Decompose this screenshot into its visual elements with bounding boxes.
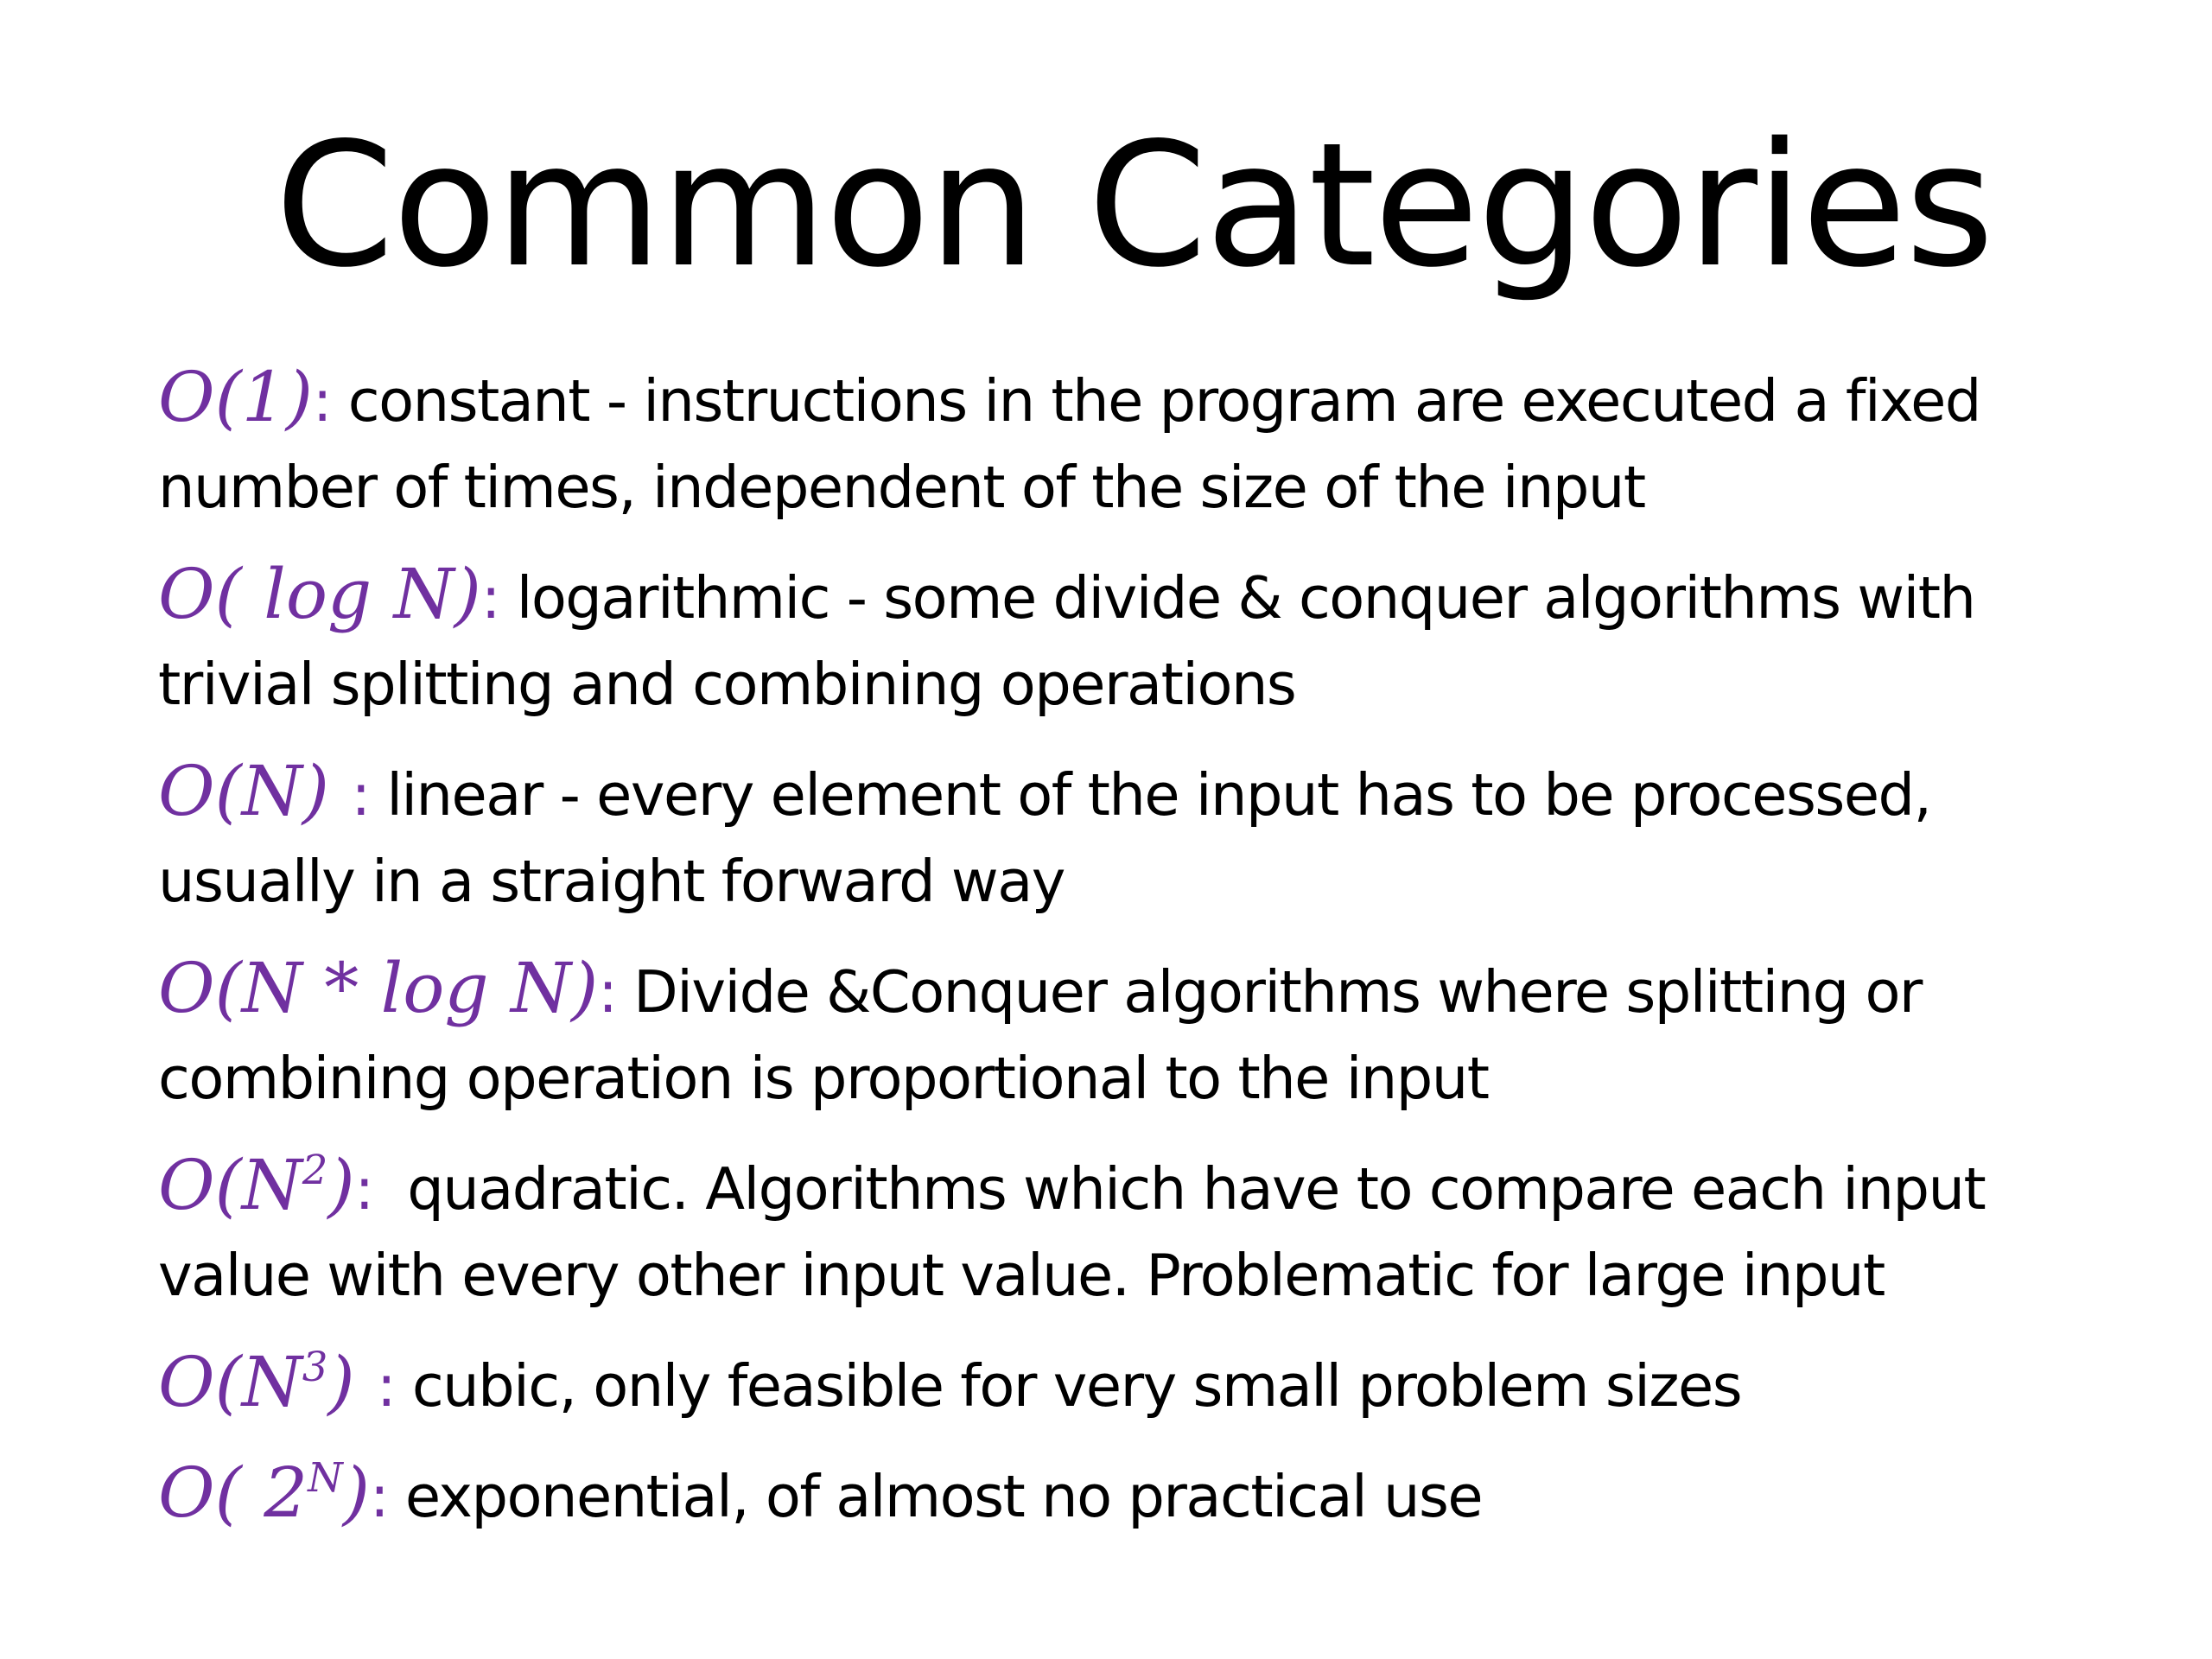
complexity-description: cubic, only feasible for very small problem sizes	[395, 1352, 1742, 1420]
term-base: O( 2	[158, 1452, 308, 1533]
term-separator: :	[598, 958, 617, 1026]
complexity-term: O( log N)	[158, 554, 481, 634]
term-separator: :	[480, 564, 499, 632]
term-base: O(N	[158, 1342, 302, 1422]
list-item-linearithmic	[158, 945, 2085, 1122]
complexity-term	[158, 1342, 377, 1422]
complexity-description: constant - instructions in the program are executed a fixed number of times, independent of the size of the input	[158, 367, 1980, 521]
complexity-description: quadratic. Algorithms which have to compare each input value with every other input value. Problematic for large input	[158, 1155, 2003, 1309]
complexity-list	[158, 354, 2085, 1560]
term-close: )	[327, 1342, 377, 1422]
list-item-quadratic	[158, 1142, 2085, 1319]
list-item-constant	[158, 354, 2085, 531]
complexity-term: O(N * log N)	[158, 948, 599, 1028]
list-item-exponential	[158, 1450, 2085, 1540]
term-separator: :	[312, 367, 331, 435]
list-item-logarithmic	[158, 551, 2085, 728]
term-separator: :	[369, 1463, 389, 1530]
slide-title: Common Categories	[275, 105, 1993, 305]
complexity-description: exponential, of almost no practical use	[388, 1463, 1483, 1530]
term-exponent: 3	[302, 1344, 328, 1391]
term-close: )	[342, 1452, 370, 1533]
complexity-term: O(N)	[158, 751, 352, 831]
term-exponent: N	[308, 1454, 343, 1502]
complexity-term	[158, 1145, 355, 1225]
term-separator: :	[351, 761, 370, 829]
term-base: O(N	[158, 1145, 302, 1225]
term-separator: :	[376, 1352, 396, 1420]
term-close: )	[327, 1145, 355, 1225]
term-exponent: 2	[302, 1147, 328, 1194]
complexity-term	[158, 1452, 370, 1533]
term-separator: :	[354, 1155, 373, 1223]
list-item-linear	[158, 748, 2085, 925]
complexity-term: O(1)	[158, 357, 313, 437]
complexity-description: Divide &Conquer algorithms where splitting or combining operation is proportional to the input	[158, 958, 1922, 1112]
complexity-description: logarithmic - some divide & conquer algorithms with trivial splitting and combining operations	[158, 564, 1975, 718]
list-item-cubic	[158, 1339, 2085, 1429]
complexity-description: linear - every element of the input has to be processed, usually in a straight forward way	[158, 761, 1931, 915]
